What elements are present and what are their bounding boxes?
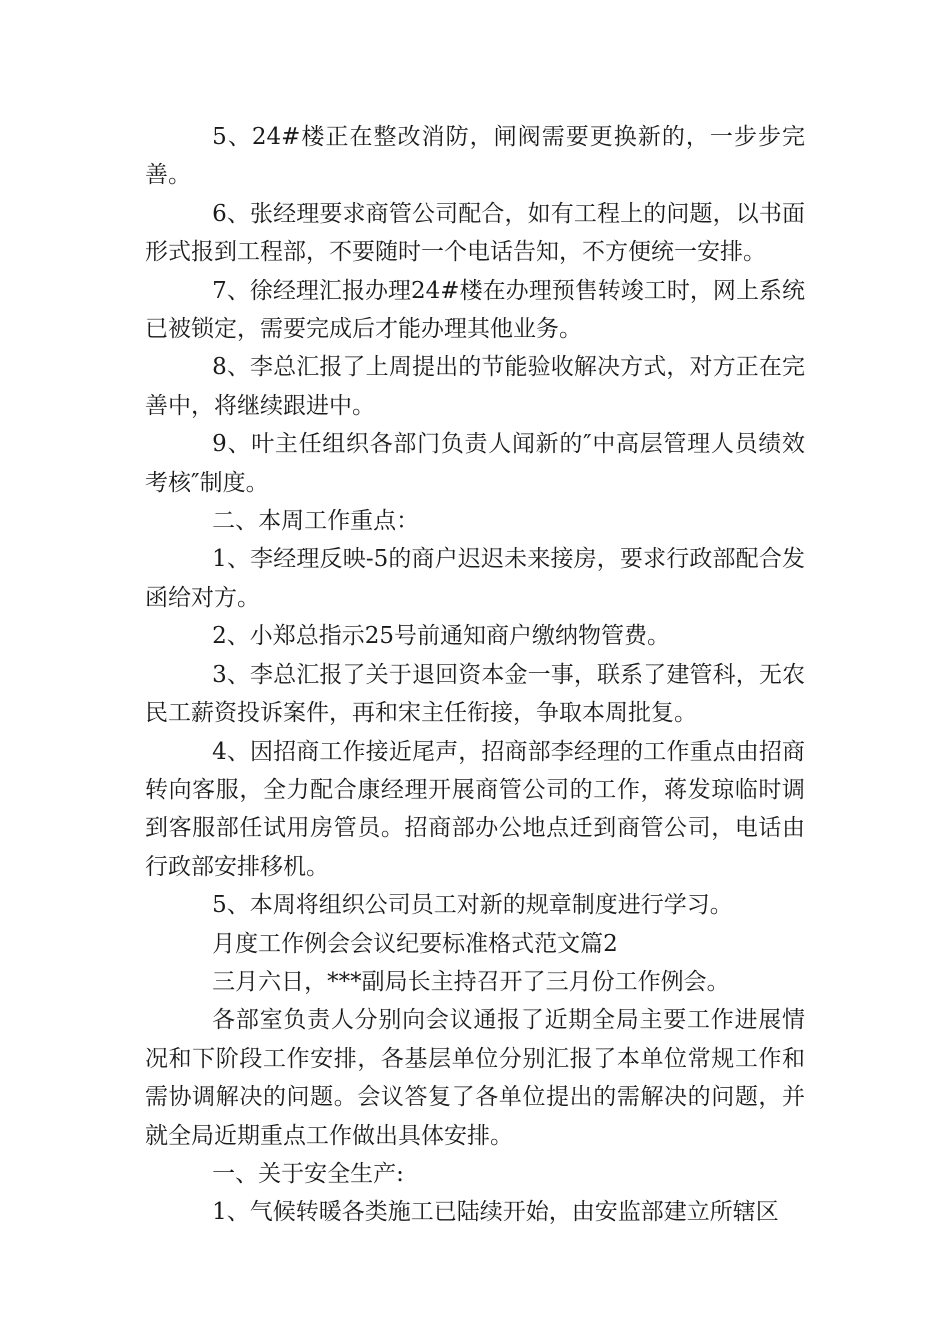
- paragraph-safety-1: 1、气候转暖各类施工已陆续开始，由安监部建立所辖区: [212, 1199, 779, 1226]
- paragraph-meeting-summary: 各部室负责人分别向会议通报了近期全局主要工作进展情况和下阶段工作安排，各基层单位分别汇报了本单位常规工作和需协调解决的问题。会议答复了各单位提出的需解决的问题，并就全局近期重点工作做出具体安排。: [145, 1007, 805, 1149]
- paragraph-focus-3-capital-refund: 3、李总汇报了关于退回资本金一事，联系了建管科，无农民工薪资投诉案件，再和宋主任衔接，争取本周批复。: [145, 661, 805, 727]
- paragraph-item-7-presale-system: 7、徐经理汇报办理24#楼在办理预售转竣工时，网上系统已被锁定，需要完成后才能办理其他业务。: [145, 277, 805, 343]
- paragraph-meeting-intro: 三月六日，***副局长主持召开了三月份工作例会。: [212, 968, 730, 995]
- paragraph-focus-2-property-fee: 2、小郑总指示25号前通知商户缴纳物管费。: [212, 623, 671, 650]
- paragraph-focus-1-merchant-handover: 1、李经理反映-5的商户迟迟未来接房，要求行政部配合发函给对方。: [145, 546, 805, 611]
- paragraph-item-5-fire-valve: 5、24#楼正在整改消防，闸阀需要更换新的，一步步完善。: [145, 124, 805, 189]
- section-heading-safety: 一、关于安全生产:: [212, 1160, 404, 1187]
- paragraph-focus-4-customer-service: 4、因招商工作接近尾声，招商部李经理的工作重点由招商转向客服，全力配合康经理开展商管公司的工作，蒋发琼临时调到客服部任试用房管员。招商部办公地点迁到商管公司，电话由行政部安排移机。: [145, 738, 805, 880]
- section-heading-weekly-focus: 二、本周工作重点：: [212, 508, 420, 535]
- paragraph-item-9-performance-review: 9、叶主任组织各部门负责人闻新的″中高层管理人员绩效考核″制度。: [145, 431, 805, 496]
- article-title-part-2: 月度工作例会会议纪要标准格式范文篇2: [212, 930, 618, 957]
- paragraph-focus-5-rules-study: 5、本周将组织公司员工对新的规章制度进行学习。: [212, 892, 733, 919]
- paragraph-item-8-energy-acceptance: 8、李总汇报了上周提出的节能验收解决方式，对方正在完善中，将继续跟进中。: [145, 354, 805, 419]
- document-body: [145, 118, 805, 1232]
- paragraph-item-6-engineering-report: 6、张经理要求商管公司配合，如有工程上的问题，以书面形式报到工程部，不要随时一个电话告知，不方便统一安排。: [145, 200, 805, 266]
